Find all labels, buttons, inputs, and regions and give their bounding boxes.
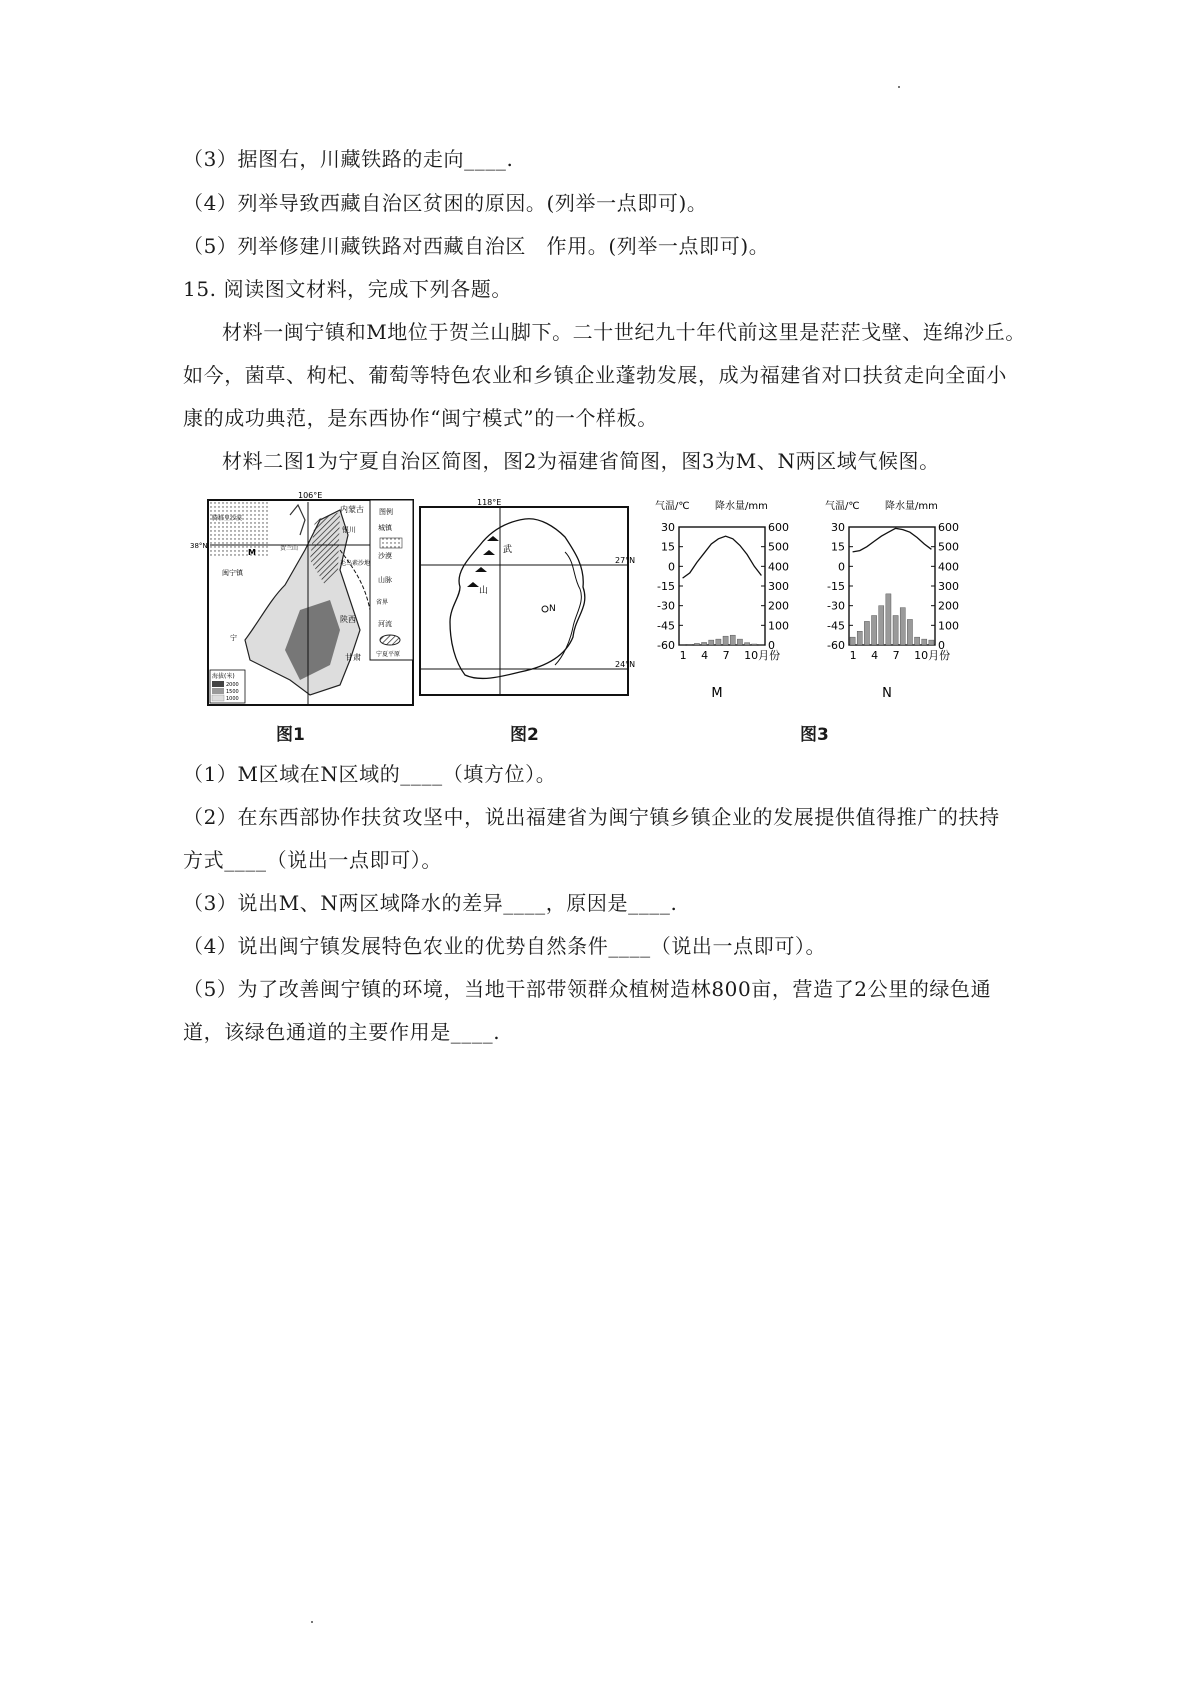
label-helan: 贺兰山: [280, 545, 299, 552]
chart-m-temp-axis-title: 气温/℃: [655, 501, 690, 512]
question-15-heading: 15. 阅读图文材料，完成下列各题。: [183, 277, 512, 301]
legend-item-plain: 宁夏平原: [376, 651, 401, 658]
chart-m-precip-bar: [702, 642, 707, 645]
label-shan: 山: [479, 586, 489, 596]
chart-m-precip-bar: [737, 639, 742, 645]
fig1-lat-label: 38°N: [190, 542, 208, 550]
chart-n-temp-line: [853, 528, 932, 552]
legend-item-desert: 沙漠: [378, 552, 392, 560]
chart-m-title: M: [711, 686, 723, 701]
chart-m-temp-line: [683, 536, 762, 578]
chart-n-temp-tick-label: -30: [827, 599, 845, 613]
chart-m-temp-tick-label: 30: [661, 521, 675, 534]
chart-n-month-tick-label: 4: [871, 649, 879, 662]
label-shaanxi: 陕西: [340, 615, 356, 624]
figure-1-svg: [190, 490, 415, 715]
label-ning: 宁: [230, 634, 237, 642]
chart-m-temp-tick-label: -15: [657, 580, 675, 593]
chart-m-precip-tick-label: 200: [768, 599, 789, 613]
figure-3-caption: 图3: [800, 725, 829, 745]
figure-1-ningxia-map: [190, 490, 415, 715]
chart-m-precip-bar: [716, 639, 721, 645]
chart-n-precip-bar: [864, 621, 869, 645]
chart-n-precip-bar: [872, 616, 877, 646]
chart-m-precip-bar: [687, 644, 692, 645]
chart-n-precip-tick-label: 100: [938, 619, 959, 633]
chart-n-month-tick-label: 7: [892, 649, 900, 662]
figure-2-fujian-map: [415, 497, 645, 697]
chart-n-precip-tick-label: 200: [938, 599, 959, 613]
label-n: N: [549, 604, 556, 614]
chart-n-temp-tick-label: -15: [827, 580, 845, 593]
legend-item-town: 城镇: [378, 524, 392, 532]
chart-m-precip-bar: [723, 636, 728, 645]
q15-sub-2-line-2: 方式____（说出一点即可）。: [183, 848, 442, 872]
tengger-desert-area: [210, 502, 270, 557]
elev-swatch-1000: [212, 695, 224, 701]
chart-m-precip-tick-label: 500: [768, 540, 789, 554]
label-wu: 武: [503, 545, 513, 555]
elev-swatch-1500: [212, 688, 224, 694]
chart-n-temp-tick-label: -60: [827, 639, 845, 652]
chart-n-precip-bar: [907, 619, 912, 645]
elev-label-2000: 2000: [226, 682, 239, 688]
fig2-lon-label: 118°E: [477, 498, 502, 507]
label-minning: 闽宁镇: [222, 569, 243, 577]
legend-title: 图例: [379, 508, 393, 516]
chart-n-precip-tick-label: 600: [938, 521, 959, 534]
q15-sub-5-line-2: 道，该绿色通道的主要作用是____.: [183, 1020, 501, 1044]
scan-mark-top: [898, 86, 900, 88]
figure-3-climate-charts: [645, 497, 980, 707]
chart-m-temp-tick-label: -45: [657, 619, 675, 633]
q15-sub-3: （3）说出M、N两区域降水的差异____，原因是____.: [183, 891, 678, 915]
elev-label-1000: 1000: [226, 696, 239, 702]
legend-item-border: 省界: [376, 599, 389, 606]
material-1-line-1: 材料一闽宁镇和M地位于贺兰山脚下。二十世纪九十年代前这里是茫茫戈壁、连绵沙丘。: [222, 320, 1026, 344]
chart-m-precip-axis-title: 降水量/mm: [715, 501, 768, 512]
chart-n-temp-tick-label: 0: [838, 560, 845, 574]
legend-item-river: 河流: [378, 620, 392, 628]
material-1-line-3: 康的成功典范，是东西协作“闽宁模式”的一个样板。: [183, 406, 658, 430]
chart-m-temp-tick-label: -30: [657, 599, 675, 613]
chart-n-precip-axis-title: 降水量/mm: [885, 501, 938, 512]
figure-2-caption: 图2: [510, 725, 539, 745]
fig2-lat-top-label: 27°N: [615, 556, 636, 565]
chart-m-month-tick-label: 7: [722, 649, 730, 662]
chart-m-month-tick-label: 10月份: [744, 649, 781, 662]
elev-label-1500: 1500: [226, 689, 239, 695]
chart-n-precip-bar: [879, 606, 884, 645]
chart-m-month-tick-label: 4: [701, 649, 709, 662]
label-tengger-desert: 腾格里沙漠: [212, 515, 243, 522]
chart-m-precip-tick-label: 600: [768, 521, 789, 534]
q15-sub-4: （4）说出闽宁镇发展特色农业的优势自然条件____（说出一点即可）。: [183, 934, 827, 958]
chart-m-plot-frame: [679, 527, 765, 645]
elev-swatch-2000: [212, 681, 224, 687]
chart-m-temp-tick-label: 0: [668, 560, 675, 574]
material-1-line-2: 如今，菌草、枸杞、葡萄等特色农业和乡镇企业蓬勃发展，成为福建省对口扶贫走向全面小: [183, 363, 1007, 387]
chart-m-precip-bar: [752, 644, 757, 645]
q15-sub-2-line-1: （2）在东西部协作扶贫攻坚中，说出福建省为闽宁镇乡镇企业的发展提供值得推广的扶持: [183, 805, 1000, 829]
chart-m-precip-tick-label: 400: [768, 560, 789, 574]
chart-n-precip-tick-label: 300: [938, 580, 959, 593]
chart-n-month-tick-label: 10月份: [914, 649, 951, 662]
chart-n-temp-tick-label: -45: [827, 619, 845, 633]
chart-n-precip-bar: [915, 637, 920, 645]
label-gansu: 甘肃: [345, 653, 361, 662]
label-yinchuan: 银川: [342, 526, 356, 534]
chart-m-precip-bar: [709, 640, 714, 645]
chart-n-temp-axis-title: 气温/℃: [825, 501, 860, 512]
chart-n-precip-bar: [929, 640, 934, 645]
question-14-part-5: （5）列举修建川藏铁路对西藏自治区 作用。(列举一点即可)。: [183, 234, 770, 258]
chart-n-precip-bar: [922, 639, 927, 645]
chart-m-precip-tick-label: 100: [768, 619, 789, 633]
fig2-lat-bottom-label: 24°N: [615, 660, 636, 669]
chart-n-precip-bar: [886, 594, 891, 645]
chart-m-precip-bar: [730, 635, 735, 645]
chart-m-precip-tick-label: 0: [768, 639, 775, 652]
label-neimenggu: 内蒙古: [340, 505, 364, 514]
legend-item-mountain: 山脉: [378, 576, 392, 584]
question-14-part-4: （4）列举导致西藏自治区贫困的原因。(列举一点即可)。: [183, 191, 708, 215]
material-2: 材料二图1为宁夏自治区简图，图2为福建省简图，图3为M、N两区域气候图。: [222, 449, 940, 473]
question-14-part-3: （3）据图右，川藏铁路的走向____.: [183, 147, 514, 171]
q15-sub-5-line-1: （5）为了改善闽宁镇的环境，当地干部带领群众植树造林800亩，营造了2公里的绿色通: [183, 977, 992, 1001]
chart-n-precip-bar: [857, 631, 862, 645]
chart-n-title: N: [882, 686, 892, 701]
figure-2-frame: [420, 507, 628, 695]
legend-plain-swatch: [380, 635, 400, 645]
chart-n-month-tick-label: 1: [849, 649, 857, 662]
chart-m-precip-tick-label: 300: [768, 580, 789, 593]
elevation-legend-title: 海拔(米): [212, 673, 235, 680]
chart-n-temp-tick-label: 30: [831, 521, 845, 534]
chart-m-precip-bar: [745, 643, 750, 645]
fig1-lon-label: 106°E: [298, 491, 323, 500]
chart-m-temp-tick-label: 15: [661, 540, 675, 554]
label-maowusu: 毛乌素沙地: [340, 560, 371, 567]
chart-n-precip-tick-label: 0: [938, 639, 945, 652]
chart-n-plot-frame: [849, 527, 935, 645]
chart-n-precip-bar: [900, 608, 905, 645]
label-m: M: [248, 548, 256, 557]
figure-2-svg: [415, 497, 645, 697]
scan-mark-bottom: [311, 1621, 313, 1623]
chart-m-month-tick-label: 1: [679, 649, 687, 662]
chart-n-precip-tick-label: 400: [938, 560, 959, 574]
chart-n-precip-bar: [893, 616, 898, 646]
chart-n-precip-tick-label: 500: [938, 540, 959, 554]
q15-sub-1: （1）M区域在N区域的____（填方位）。: [183, 762, 557, 786]
chart-m-precip-bar: [694, 643, 699, 645]
figure-1-caption: 图1: [276, 725, 305, 745]
chart-n-temp-tick-label: 15: [831, 540, 845, 554]
climate-charts-svg: [645, 497, 980, 707]
chart-n-precip-bar: [850, 637, 855, 645]
legend-desert-swatch: [380, 538, 402, 548]
chart-m-temp-tick-label: -60: [657, 639, 675, 652]
